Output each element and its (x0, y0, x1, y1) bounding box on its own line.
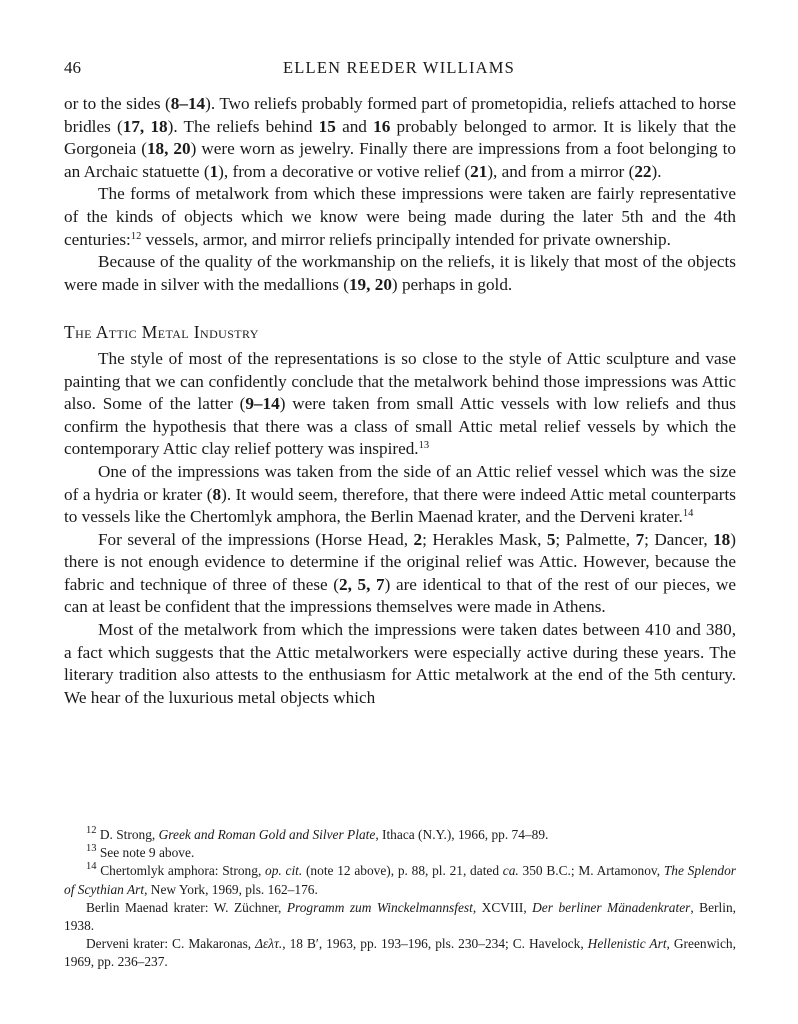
footnote-14-continued (64, 935, 736, 971)
paragraph (64, 461, 736, 529)
text-run: Because of the quality of the workmanship on the reliefs, it is likely that most of the objects were made in silver with the medallions ( (64, 252, 736, 294)
footnote-ref: 12 (86, 825, 97, 836)
catalog-ref: 1 (209, 161, 219, 181)
footnote-ref: 13 (86, 843, 97, 855)
italic-text: Hellenistic Art (587, 936, 667, 952)
paragraph (64, 251, 736, 296)
text-run: Derveni krater: C. Makaronas, (86, 936, 256, 952)
catalog-ref: 8–14 (170, 94, 206, 113)
paragraph (64, 529, 736, 619)
text-run: The style of most of the representations is so close to the style of Attic sculpture and vase painting that we can confidently conclude that the metalwork behind those impressions was Attic also. Some of the latter ( (64, 348, 736, 414)
catalog-ref: 18 (713, 529, 731, 549)
text-run: , XCVIII, (472, 899, 533, 915)
text-run: D. Strong, (96, 827, 159, 842)
text-run: Berlin Maenad krater: W. Züchner, (86, 899, 287, 915)
footnote-14-continued (64, 899, 736, 935)
catalog-ref: 8 (212, 484, 222, 504)
text-run: ), and from a mirror ( (487, 161, 635, 181)
text-run: ). (651, 161, 662, 181)
text-run: ) perhaps in gold. (391, 274, 513, 294)
text-run: ; Dancer, (644, 529, 714, 549)
catalog-ref: 5 (546, 529, 556, 549)
footnote-12 (64, 826, 736, 844)
text-run: ; Herakles Mask, (422, 529, 547, 549)
section-heading: The Attic Metal Industry (64, 322, 259, 343)
footnote-ref: 14 (682, 508, 694, 520)
text-run: The forms of metalwork from which these impressions were taken are fairly representative of the kinds of objects which we know were being made during the later 5th and the 4th centuries: (64, 184, 736, 249)
catalog-ref: 7 (635, 529, 645, 549)
text-run: (note 12 above), p. 88, pl. 21, dated (302, 863, 503, 879)
text-run: ). Two reliefs probably formed part of prometopidia, reliefs attached to horse bridles ( (64, 94, 736, 136)
catalog-ref: 15 (318, 116, 336, 136)
text-run: ) there is not enough evidence to determine if the original relief was Attic. However, because the fabric and technique of three of these ( (64, 529, 736, 594)
catalog-ref: 9–14 (245, 394, 280, 414)
paragraph (64, 183, 736, 251)
text-run: ) were worn as jewelry. Finally there are impressions from a foot belonging to an Archaic statuette ( (64, 139, 736, 181)
italic-text: ca. (502, 863, 519, 879)
running-head: ELLEN REEDER WILLIAMS (282, 58, 516, 77)
body-text (64, 93, 736, 709)
text-run: 350 B.C.; M. Artamonov, (518, 863, 664, 879)
text-run: ), from a decorative or votive relief ( (218, 161, 471, 181)
catalog-ref: 2 (413, 529, 423, 549)
text-run: and (335, 116, 374, 136)
catalog-ref: 22 (634, 161, 652, 181)
catalog-ref: 2, 5, 7 (339, 574, 385, 594)
italic-text: Programm zum Winckelmannsfest (286, 899, 473, 915)
text-run: One of the impressions was taken from the side of an Attic relief vessel which was the size of a hydria or krater ( (64, 461, 736, 504)
footnote-ref: 13 (418, 440, 430, 452)
catalog-ref: 17, 18 (122, 116, 168, 136)
italic-text: The Splendor of Scythian Art (64, 863, 736, 897)
text-run: , 18 B′, 1963, pp. 193–196, pls. 230–234; C. Havelock, (282, 936, 588, 952)
text-run: vessels, armor, and mirror reliefs principally intended for private ownership. (141, 229, 671, 249)
text-run: ) were taken from small Attic vessels with low reliefs and thus confirm the hypothesis that there was a class of small Attic metal relief vessels by which the contemporary Attic clay relief pottery was inspired. (64, 394, 736, 459)
italic-text: Δελτ. (255, 936, 283, 952)
text-run: ; Palmette, (555, 529, 636, 549)
catalog-ref: 19, 20 (348, 274, 392, 294)
text-run: Chertomlyk amphora: Strong, (96, 863, 266, 879)
text-run: ). The reliefs behind (167, 116, 319, 136)
text-run: See note 9 above. (96, 845, 195, 861)
footnote-14 (64, 862, 736, 898)
footnote-ref: 14 (86, 861, 97, 873)
paragraph (64, 348, 736, 461)
italic-text: Der berliner Mänadenkrater (532, 899, 691, 915)
text-run: Most of the metalwork from which the impressions were taken dates between 410 and 380, a fact which suggests that the Attic metalworkers were especially active during these years. The literary tradition also attests to the enthusiasm for Attic metalwork at the end of the 5th century. We hear of the luxurious metal objects which (64, 620, 736, 707)
text-run: , Greenwich, 1969, pp. 236–237. (64, 936, 736, 970)
text-run: , Ithaca (N.Y.), 1966, pp. 74–89. (375, 827, 549, 842)
text-run: For several of the impressions (Horse Head, (98, 529, 414, 549)
catalog-ref: 16 (373, 116, 391, 136)
catalog-ref: 18, 20 (146, 139, 191, 159)
footnotes (64, 826, 736, 972)
text-run: ) are identical to that of the rest of our pieces, we can at least be confident that the impressions themselves were made in Athens. (64, 574, 737, 617)
text-run: or to the sides ( (64, 94, 171, 113)
text-run: , New York, 1969, pls. 162–176. (144, 881, 318, 897)
text-run: ). It would seem, therefore, that there were indeed Attic metal counterparts to vessels like the Chertomlyk amphora, the Berlin Maenad krater, and the Derveni krater. (64, 484, 736, 527)
text-run: , Berlin, 1938. (64, 899, 736, 934)
page-number: 46 (64, 58, 81, 77)
text-run: probably belonged to armor. It is likely that the Gorgoneia ( (64, 116, 736, 159)
italic-text: Greek and Roman Gold and Silver Plate (158, 827, 376, 842)
footnote-ref: 12 (130, 230, 142, 242)
paragraph (64, 93, 736, 183)
catalog-ref: 21 (470, 161, 488, 181)
paragraph (64, 619, 736, 709)
page-header (64, 58, 734, 82)
italic-text: op. cit. (265, 863, 303, 879)
footnote-13 (64, 844, 736, 862)
